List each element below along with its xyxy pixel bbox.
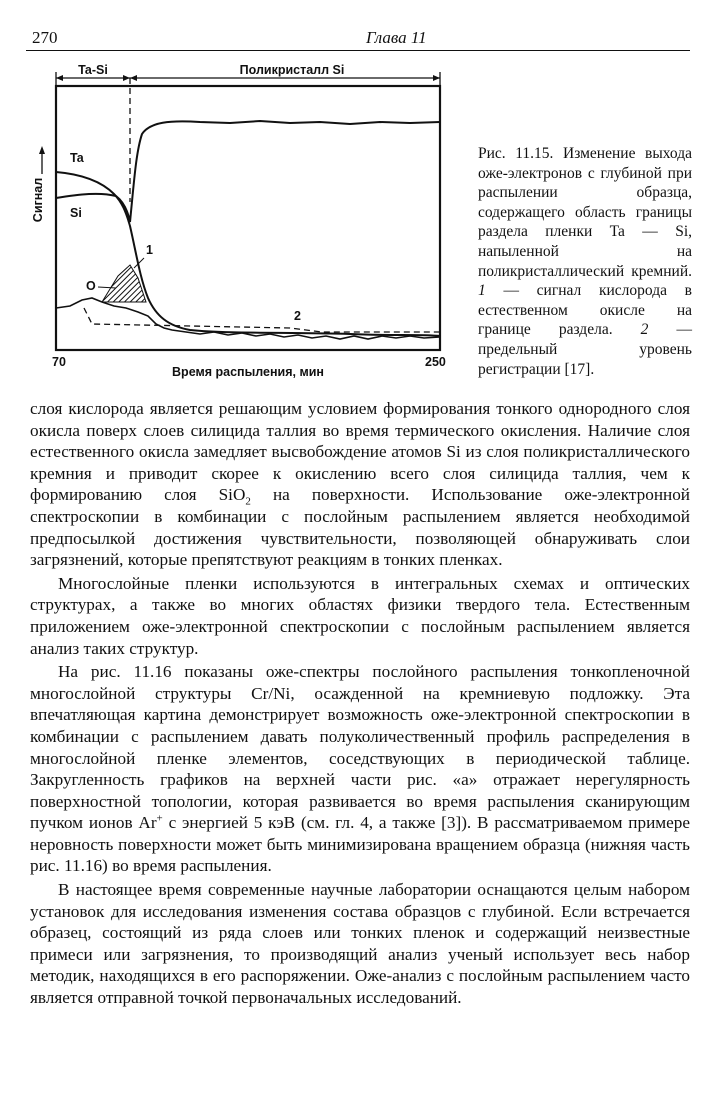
- caption-number-2: 2: [640, 321, 649, 339]
- subscript: 2: [245, 495, 251, 508]
- page-number: 270: [32, 28, 58, 47]
- paragraph: В настоящее время современные научные лаборатории оснащаются целым набором установок для исследования изменения состава образцов с глубиной. Если встречается образец, состоящий из ряда слоев или тонких пленок и содержащий неизвестные примеси или загрязнения, то производящий анализ ученый использует весь набор методик, находящихся в его распоряжении. Оже-анализ с послойным распылением часто является отправной точкой первоначальных исследований.: [30, 880, 690, 1008]
- paragraph: [30, 398, 690, 571]
- caption-title: Рис. 11.15.: [478, 145, 554, 162]
- caption-text: — предельный уровень регистрации [17].: [478, 321, 693, 378]
- auger-depth-profile-chart: [30, 62, 460, 392]
- x-tick-max: 250: [425, 355, 446, 369]
- ta-curve: [56, 172, 440, 336]
- superscript: +: [156, 812, 163, 825]
- curve-label-si: Si: [70, 206, 82, 220]
- region-arrowhead: [123, 75, 130, 81]
- paragraph-text: на поверхности. Использование оже-электронной спектроскопии в комбинации с послойным распылением является необходимой предпосылкой достижения чувствительности, позволяющей обнаруживать слои загрязнений, которые препятствуют реакциям в тонких пленках.: [30, 485, 691, 570]
- paragraph: Многослойные пленки используются в интегральных схемах и оптических структурах, а также во многих областях физики твердого тела. Естественным приложением оже-электронной спектроскопии с послойным распылением является анализ таких структур.: [30, 573, 690, 658]
- region-arrowhead: [433, 75, 440, 81]
- si-curve: [56, 121, 440, 222]
- curve-label-2: 2: [294, 309, 301, 323]
- region-label-polysilicon: Поликристалл Si: [239, 63, 345, 77]
- paragraph-text: с энергией 5 кэВ (см. гл. 4, а также [3]). В рассматриваемом примере неровность поверхности может быть минимизирована вращением образца (нижняя часть рис. 11.16) во время распыления.: [30, 813, 690, 876]
- caption-text: — сигнал кислорода в естественном окисле на границе раздела.: [478, 282, 692, 339]
- region-arrowhead: [130, 75, 137, 81]
- paragraph: [30, 661, 690, 877]
- curve-label-1: 1: [146, 243, 153, 257]
- figure-11-15: [30, 62, 460, 392]
- plot-frame: [56, 86, 440, 350]
- curve-label-o: O: [86, 279, 96, 293]
- y-axis-arrowhead: [39, 146, 45, 154]
- region-label-ta-si: Ta-Si: [78, 63, 108, 77]
- chapter-title: Глава 11: [366, 28, 427, 47]
- x-tick-min: 70: [52, 355, 66, 369]
- region-arrowhead: [56, 75, 63, 81]
- page-header: [26, 22, 690, 51]
- y-axis-label: Сигнал: [31, 177, 45, 223]
- curve-label-ta: Ta: [70, 151, 84, 165]
- figure-caption: [478, 144, 692, 379]
- paragraph-text: На рис. 11.16 показаны оже-спектры послойного распыления тонкопленочной многослойной структуры Cr/Ni, осажденной на кремниевую подложку. Эта впечатляющая картина демонстрирует возможность оже-электронной спектроскопии в комбинации с распылением давать полуколичественный профиль распределения в многослойной пленке элементов, соседствующих в периодической таблице. Закругленность графиков на верхней части рис. «а» отражает нерегулярность поверхностной топологии, которая развивается во время распыления сканирующим пучком ионов Ar: [30, 662, 690, 833]
- caption-number-1: 1: [478, 282, 486, 300]
- x-axis-label: Время распыления, мин: [172, 365, 324, 379]
- caption-text: Изменение выхода оже-электронов с глубиной при распылении образца, содержащего область границы раздела пленки Ta — Si, напыленной на поликристаллический кремний.: [478, 145, 692, 280]
- body-text: [30, 398, 690, 1009]
- paragraph-text: слоя кислорода является решающим условием формирования тонкого однородного слоя окисла поверх слоев силицида таллия во время термического окисления. Наличие слоя естественного окисла замедляет высвобождение атомов Si из слоя поликристаллического кремния и приводит скорее к окислению всего слоя силицида таллия, чем к формированию слоя SiO: [30, 399, 690, 505]
